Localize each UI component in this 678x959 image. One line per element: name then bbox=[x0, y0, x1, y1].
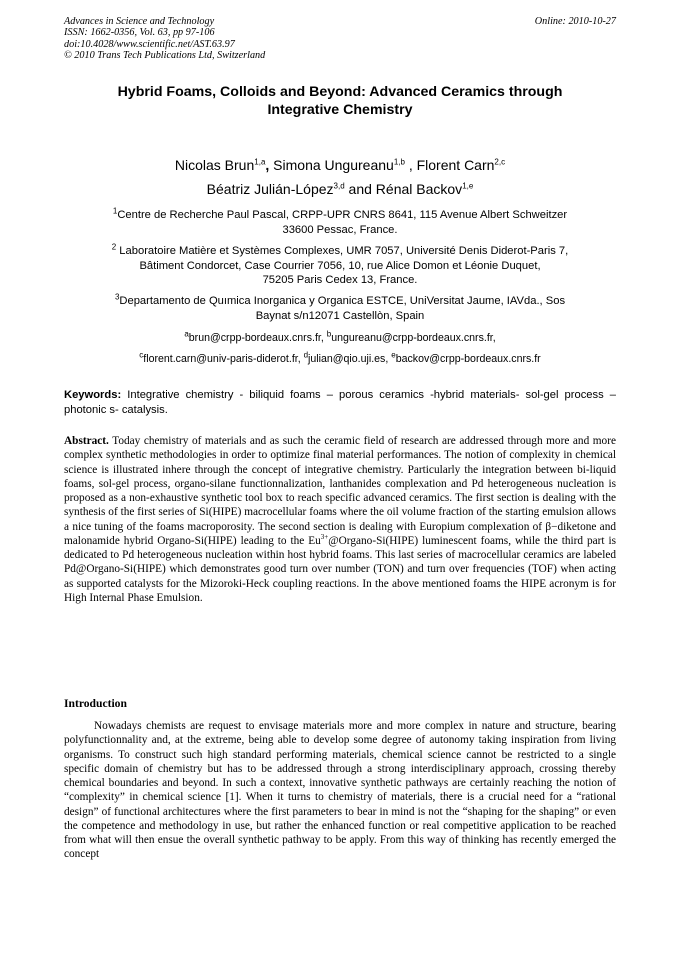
author-affiliation-mark: 1,b bbox=[393, 157, 405, 167]
affiliation-2 bbox=[64, 244, 616, 288]
author-name: Rénal Backov bbox=[375, 181, 463, 197]
affiliation-mark: 1 bbox=[112, 206, 118, 216]
email-mark: c bbox=[139, 350, 144, 360]
email-link[interactable]: ungureanu@crpp-bordeaux.cnrs.fr, bbox=[331, 332, 496, 344]
journal-issn: ISSN: 1662-0356, Vol. 63, pp 97-106 bbox=[64, 27, 215, 39]
abstract-text: Today chemistry of materials and as such the ceramic field of research are addressed through more and more complex synthetic methodologies in order to optimize final material performances. The notion of complexity in chemical science is illustrated inhere through the concept of integrative chemistry. Particularly the integration between bi-liquid foams, sol-gel process, organo-silane functionnalization, lanthanides complexation and Pd heterogeneous nucleation is proposed as a non-exhaustive synthetic tool box to reach specific advanced ceramics. The first section is dealing with the synthesis of the first series of Si(HIPE) macrocellular foams where the oil volume fraction of the starting emulsion allows a nice tuning of the foams macroporosity. The second section is dealing with Europium complexation of β−diketone and malonamide hybrid Organo-Si(HIPE) leading to the Eu bbox=[64, 435, 616, 547]
author-separator: and bbox=[344, 181, 376, 197]
author-name: Béatriz Julián-López bbox=[206, 181, 334, 197]
affiliation-text: Departamento de Quımica Inorganica y Organica ESTCE, UniVersitat Jaume, IAVda., Sos bbox=[119, 295, 566, 307]
keywords-label: Keywords: bbox=[64, 389, 122, 401]
author-separator: , bbox=[265, 157, 274, 173]
affiliation-text: 75205 Paris Cedex 13, France. bbox=[262, 274, 418, 287]
journal-header bbox=[64, 16, 616, 61]
online-date: Online: 2010-10-27 bbox=[534, 16, 616, 27]
abstract bbox=[64, 434, 616, 605]
affiliation-1 bbox=[64, 208, 616, 237]
abstract-label: Abstract. bbox=[64, 435, 109, 447]
author-line-2 bbox=[64, 177, 616, 201]
journal-doi[interactable]: doi:10.4028/www.scientific.net/AST.63.97 bbox=[64, 38, 235, 50]
author-affiliation-mark: 1,e bbox=[462, 181, 474, 191]
keywords-text: Integrative chemistry - biliquid foams – porous ceramics -hybrid materials- sol-gel process – photonic s- catalysis. bbox=[64, 389, 616, 416]
europium-charge: 3+ bbox=[320, 532, 329, 541]
journal-name: Advances in Science and Technology bbox=[64, 16, 215, 27]
author-name: Florent Carn bbox=[416, 157, 495, 173]
email-link[interactable]: brun@crpp-bordeaux.cnrs.fr, bbox=[188, 332, 327, 344]
affiliation-text: Bâtiment Condorcet, Case Courrier 7056, 10, rue Alice Domon et Léonie Duquet, bbox=[139, 259, 541, 272]
author-affiliation-mark: 2,c bbox=[494, 157, 506, 167]
abstract-text: @Organo-Si(HIPE) luminescent foams, while the third part is dedicated to Pd heterogeneous nucleation within host hybrid foams. This last series of macrocellular ceramics are labeled Pd@Organo-Si(HIPE) which demonstrates good turn over number (TON) and turn over frequencies (TOF) when acting as supported catalysts for the Mizoroki-Heck coupling reactions. In the above mentioned foams the HIPE acronym is for High Internal Phase Emulsion. bbox=[64, 534, 617, 604]
author-emails bbox=[64, 329, 616, 366]
author-line-1 bbox=[64, 153, 616, 177]
author-name: Nicolas Brun bbox=[174, 157, 255, 173]
email-link[interactable]: backov@crpp-bordeaux.cnrs.fr bbox=[395, 353, 541, 365]
title-line-2: Integrative Chemistry bbox=[267, 102, 413, 118]
email-link[interactable]: julian@qio.uji.es, bbox=[308, 353, 392, 365]
author-affiliation-mark: 1,a bbox=[254, 157, 266, 167]
email-mark: e bbox=[391, 350, 396, 360]
author-name: Simona Ungureanu bbox=[273, 157, 394, 173]
affiliation-mark: 2 bbox=[111, 242, 117, 252]
introduction-text: Nowadays chemists are request to envisage materials more and more complex in nature and structure, bearing polyfunctionnality and, at the extreme, being able to develop some degree of autonomy taking inspiration from living organisms. To construct such high standard performing materials, chemical science cannot be restricted to a single specific domain of chemistry but has to be addressed through a strong interdisciplinary approach, crossing thereby chemical boundaries and beyond. In such a context, innovative synthetic pathways are certainly reaching the notion of “complexity” in chemical science [1]. When it turns to chemistry of materials, there is a crucial need for a “rational design” of functional architectures where the first parameters to bear in mind is not the “shaping for the shaping” or even the competence and methodology in use, but rather the enhanced function or real competitive application to be reached from what will then ensue the overall synthetic pathway to be apply. From this way of thinking has recently emerged the concept bbox=[64, 720, 616, 861]
author-separator: , bbox=[404, 157, 417, 173]
introduction-heading: Introduction bbox=[64, 697, 127, 710]
affiliation-text: Baynat s/n12071 Castellòn, Spain bbox=[255, 309, 425, 322]
title-line-1: Hybrid Foams, Colloids and Beyond: Advanced Ceramics through bbox=[117, 84, 563, 100]
affiliation-text: Centre de Recherche Paul Pascal, CRPP-UPR CNRS 8641, 115 Avenue Albert Schweitzer bbox=[117, 209, 568, 221]
affiliation-3 bbox=[64, 294, 616, 323]
journal-copyright: © 2010 Trans Tech Publications Ltd, Switzerland bbox=[64, 49, 266, 61]
affiliation-text: Laboratoire Matière et Systèmes Complexes, UMR 7057, Université Denis Diderot-Paris 7, bbox=[116, 245, 569, 257]
author-list bbox=[64, 153, 616, 201]
keywords bbox=[64, 388, 616, 417]
email-link[interactable]: florent.carn@univ-paris-diderot.fr, bbox=[143, 353, 304, 365]
affiliation-text: 33600 Pessac, France. bbox=[282, 223, 398, 236]
email-mark: d bbox=[303, 350, 309, 360]
paper-title bbox=[64, 83, 616, 119]
author-affiliation-mark: 3,d bbox=[333, 181, 345, 191]
affiliation-mark: 3 bbox=[114, 292, 120, 302]
email-mark: b bbox=[326, 329, 332, 339]
email-mark: a bbox=[184, 329, 189, 339]
